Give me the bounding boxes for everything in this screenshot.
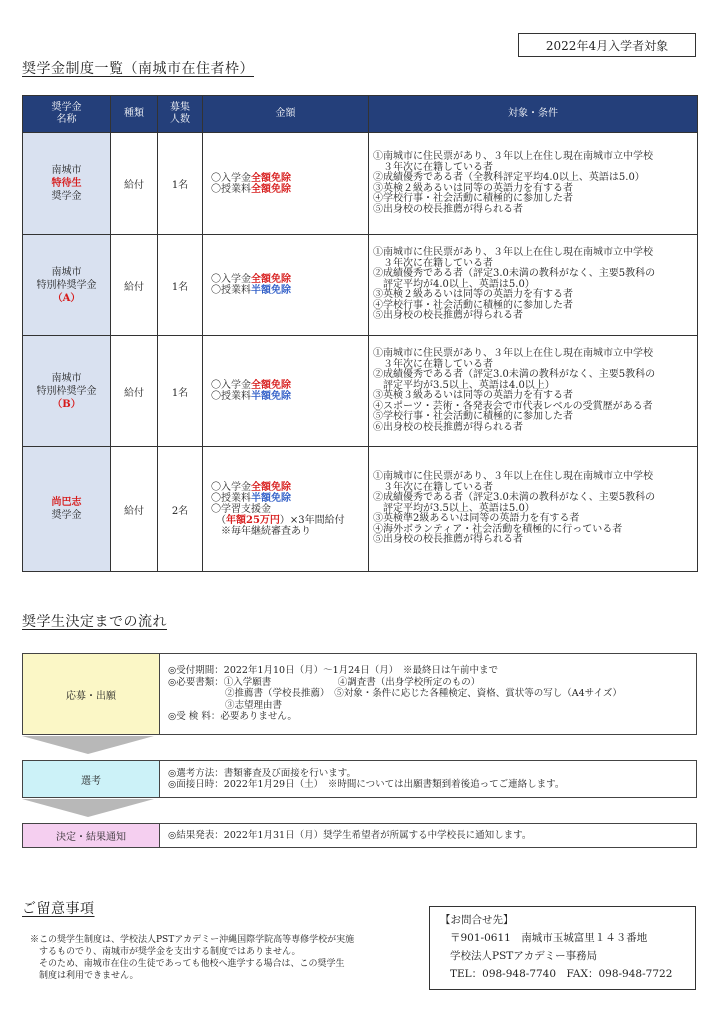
condition-line: ３年次に在籍している者 bbox=[373, 481, 493, 493]
condition-line: ②成績優秀である者（評定3.0未満の教科がなく、主要5教科の bbox=[373, 492, 656, 504]
scholarship-name-line: 奨学金 bbox=[51, 510, 82, 521]
condition-line: ３年次に在籍している者 bbox=[373, 257, 493, 269]
condition-line: ３年次に在籍している者 bbox=[373, 161, 493, 173]
target-badge: 2022年4月入学者対象 bbox=[518, 33, 696, 57]
amount-segment: 〇入学金 bbox=[211, 481, 251, 493]
amount-segment: 〇授業料 bbox=[211, 183, 251, 195]
amount-line bbox=[211, 482, 368, 493]
table-row bbox=[23, 336, 698, 447]
contact-org: 学校法人PSTアカデミー事務局 bbox=[450, 950, 598, 962]
contact-address: 〒901-0611 南城市玉城富里１４３番地 bbox=[450, 932, 648, 944]
scholarship-name-line: （B） bbox=[52, 398, 81, 410]
section-title-flow: 奨学生決定までの流れ bbox=[22, 614, 167, 630]
scholarship-name-line: 特別枠奨学金 bbox=[36, 279, 97, 291]
condition-line: ⑤出身校の校長推薦が得られる者 bbox=[373, 310, 523, 322]
scholarship-count: 1名 bbox=[158, 336, 203, 447]
scholarship-kind: 給付 bbox=[111, 235, 158, 336]
amount-line bbox=[211, 493, 368, 504]
flow-step-result bbox=[22, 823, 697, 848]
header-conditions: 対象・条件 bbox=[369, 96, 698, 133]
flow-step-body bbox=[160, 654, 630, 734]
amount-line bbox=[211, 391, 368, 402]
condition-line: ⑤学校行事・社会活動に積極的に参加した者 bbox=[373, 411, 573, 422]
table-row bbox=[23, 235, 698, 336]
amount-line bbox=[211, 285, 368, 296]
condition-line: ①南城市に住民票があり、３年以上在住し現在南城市立中学校 bbox=[373, 348, 653, 359]
section-title-notes: ご留意事項 bbox=[22, 901, 95, 917]
note-line: ※この奨学生制度は、学校法人PSTアカデミー沖縄国際学院高等専修学校が実施 bbox=[30, 935, 355, 945]
scholarship-amount bbox=[203, 336, 369, 447]
flow-line: ◎選考方法：書類審査及び面接を行います。 bbox=[168, 767, 357, 779]
scholarship-name bbox=[23, 133, 111, 235]
amount-segment: 半額免除 bbox=[251, 391, 291, 402]
scholarship-name bbox=[23, 447, 111, 572]
amount-segment: （ bbox=[211, 514, 226, 526]
flow-line: ③志望理由書 bbox=[168, 699, 283, 711]
header-amount: 金額 bbox=[203, 96, 369, 133]
amount-segment: 〇授業料 bbox=[211, 285, 251, 296]
amount-segment: 〇入学金 bbox=[211, 380, 251, 391]
amount-segment: 全額免除 bbox=[251, 183, 291, 195]
scholarship-conditions bbox=[369, 336, 698, 447]
amount-segment: 〇授業料 bbox=[211, 492, 251, 504]
amount-line bbox=[211, 173, 368, 184]
notes-block bbox=[30, 934, 420, 982]
amount-segment: 年額25万円 bbox=[226, 514, 280, 526]
condition-line: ②成績優秀である者（評定3.0未満の教科がなく、主要5教科の bbox=[373, 268, 656, 280]
amount-segment: 全額免除 bbox=[251, 481, 291, 493]
flow-line: ②推薦書（学校長推薦） ⑤対象・条件に応じた各種検定、資格、賞状等の写し（A4サイズ） bbox=[168, 688, 622, 700]
flow-arrow-icon bbox=[22, 799, 154, 817]
scholarship-name-line: 特別枠奨学金 bbox=[36, 385, 97, 397]
condition-line: ⑥出身校の校長推薦が得られる者 bbox=[373, 421, 523, 433]
scholarship-conditions bbox=[369, 133, 698, 235]
scholarship-name-line: 南城市 bbox=[51, 266, 82, 278]
contact-heading: 【お問合せ先】 bbox=[440, 914, 514, 926]
amount-line bbox=[211, 504, 368, 515]
amount-segment: 半額免除 bbox=[251, 492, 291, 504]
contact-box bbox=[429, 906, 696, 990]
table-row bbox=[23, 133, 698, 235]
condition-line: ③英検２級あるいは同等の英語力を有する者 bbox=[373, 289, 573, 301]
flow-line: ◎受 検 料：必要ありません。 bbox=[168, 711, 297, 723]
flow-line: ◎受付期間：2022年1月10日（月）～1月24日（月） ※最終日は午前中まで bbox=[168, 665, 498, 677]
scholarship-count: 2名 bbox=[158, 447, 203, 572]
note-line: そのため、南城市在住の生徒であっても他校へ進学する場合は、この奨学生 bbox=[30, 959, 345, 969]
flow-step-body bbox=[160, 824, 539, 847]
scholarship-kind: 給付 bbox=[111, 133, 158, 235]
flow-step-label: 決定・結果通知 bbox=[23, 824, 160, 847]
condition-line: ④学校行事・社会活動に積極的に参加した者 bbox=[373, 299, 573, 311]
flow-line: ◎結果発表：2022年1月31日（月）奨学生希望者が所属する中学校長に通知します。 bbox=[168, 829, 532, 841]
scholarship-count: 1名 bbox=[158, 133, 203, 235]
amount-segment: ※毎年継続審査あり bbox=[211, 525, 311, 537]
flow-step-selection bbox=[22, 760, 697, 798]
amount-segment: 全額免除 bbox=[251, 380, 291, 391]
amount-line bbox=[211, 515, 368, 526]
contact-phone: TEL：098-948-7740 FAX：098-948-7722 bbox=[450, 968, 673, 980]
amount-line bbox=[211, 274, 368, 285]
condition-line: ④海外ボランティア・社会活動を積極的に行っている者 bbox=[373, 523, 623, 535]
condition-line: ④学校行事・社会活動に積極的に参加した者 bbox=[373, 193, 573, 204]
condition-line: ①南城市に住民票があり、３年以上在住し現在南城市立中学校 bbox=[373, 247, 653, 259]
flow-line: ◎面接日時：2022年1月29日（土） ※時間については出願書類到着後追ってご連絡します。 bbox=[168, 779, 565, 790]
amount-line bbox=[211, 184, 368, 195]
scholarship-amount bbox=[203, 133, 369, 235]
condition-line: ⑤出身校の校長推薦が得られる者 bbox=[373, 203, 523, 215]
flow-step-body bbox=[160, 761, 572, 797]
flow-step-apply bbox=[22, 653, 697, 735]
condition-line: ②成績優秀である者（全教科評定平均4.0以上、英語は5.0） bbox=[373, 172, 645, 183]
scholarship-kind: 給付 bbox=[111, 447, 158, 572]
amount-segment: 〇学習支援金 bbox=[211, 503, 271, 515]
scholarship-name-line: 南城市 bbox=[51, 372, 82, 384]
condition-line: ④スポーツ・芸術・各発表会で市代表レベルの受賞歴がある者 bbox=[373, 400, 653, 412]
amount-segment: 〇授業料 bbox=[211, 391, 251, 402]
condition-line: ①南城市に住民票があり、３年以上在住し現在南城市立中学校 bbox=[373, 151, 653, 162]
flow-step-label: 選考 bbox=[23, 761, 160, 797]
amount-segment: 〇入学金 bbox=[211, 274, 251, 285]
scholarship-name-line: 奨学金 bbox=[51, 191, 82, 202]
scholarship-name-line: 特待生 bbox=[51, 178, 82, 189]
table-header-row bbox=[23, 96, 698, 133]
condition-line: ３年次に在籍している者 bbox=[373, 358, 493, 370]
scholarship-table bbox=[22, 95, 698, 572]
scholarship-conditions bbox=[369, 235, 698, 336]
header-name: 奨学金 名称 bbox=[23, 96, 111, 133]
scholarship-name-line: 南城市 bbox=[51, 165, 82, 176]
condition-line: 評定平均が3.5以上、英語は4.0以上） bbox=[373, 379, 555, 391]
note-line: 制度は利用できません。 bbox=[30, 971, 139, 981]
scholarship-amount bbox=[203, 447, 369, 572]
condition-line: ③英検２級あるいは同等の英語力を有する者 bbox=[373, 182, 573, 194]
condition-line: 評定平均が3.5以上、英語は5.0） bbox=[373, 502, 535, 514]
amount-segment: 半額免除 bbox=[251, 285, 291, 296]
condition-line: 評定平均が4.0以上、英語は5.0） bbox=[373, 278, 535, 290]
scholarship-name-line: 尚巴志 bbox=[51, 497, 82, 508]
scholarship-name bbox=[23, 235, 111, 336]
amount-segment: ）×3年間給付 bbox=[279, 514, 345, 526]
amount-segment: 全額免除 bbox=[251, 274, 291, 285]
scholarship-name bbox=[23, 336, 111, 447]
amount-line bbox=[211, 526, 368, 537]
table-row bbox=[23, 447, 698, 572]
condition-line: ③英検準2級あるいは同等の英語力を有する者 bbox=[373, 513, 580, 525]
scholarship-conditions bbox=[369, 447, 698, 572]
header-count: 募集 人数 bbox=[158, 96, 203, 133]
flow-step-label: 応募・出願 bbox=[23, 654, 160, 734]
amount-segment: 〇入学金 bbox=[211, 172, 251, 184]
amount-line bbox=[211, 380, 368, 391]
section-title-scholarship-list: 奨学金制度一覧（南城市在住者枠） bbox=[22, 61, 254, 77]
scholarship-count: 1名 bbox=[158, 235, 203, 336]
condition-line: ①南城市に住民票があり、３年以上在住し現在南城市立中学校 bbox=[373, 471, 653, 483]
amount-segment: 全額免除 bbox=[251, 172, 291, 184]
scholarship-amount bbox=[203, 235, 369, 336]
note-line: するものでり、南城市が奨学金を支出する制度ではありません。 bbox=[30, 947, 301, 957]
flow-line: ◎必要書類：①入学願書 ④調査書（出身学校所定のもの） bbox=[168, 676, 481, 688]
header-kind: 種類 bbox=[111, 96, 158, 133]
flow-arrow-icon bbox=[22, 736, 154, 754]
condition-line: ②成績優秀である者（評定3.0未満の教科がなく、主要5教科の bbox=[373, 369, 656, 380]
scholarship-name-line: （A） bbox=[52, 292, 81, 304]
scholarship-kind: 給付 bbox=[111, 336, 158, 447]
condition-line: ⑤出身校の校長推薦が得られる者 bbox=[373, 534, 523, 546]
condition-line: ③英検３級あるいは同等の英語力を有する者 bbox=[373, 390, 573, 401]
